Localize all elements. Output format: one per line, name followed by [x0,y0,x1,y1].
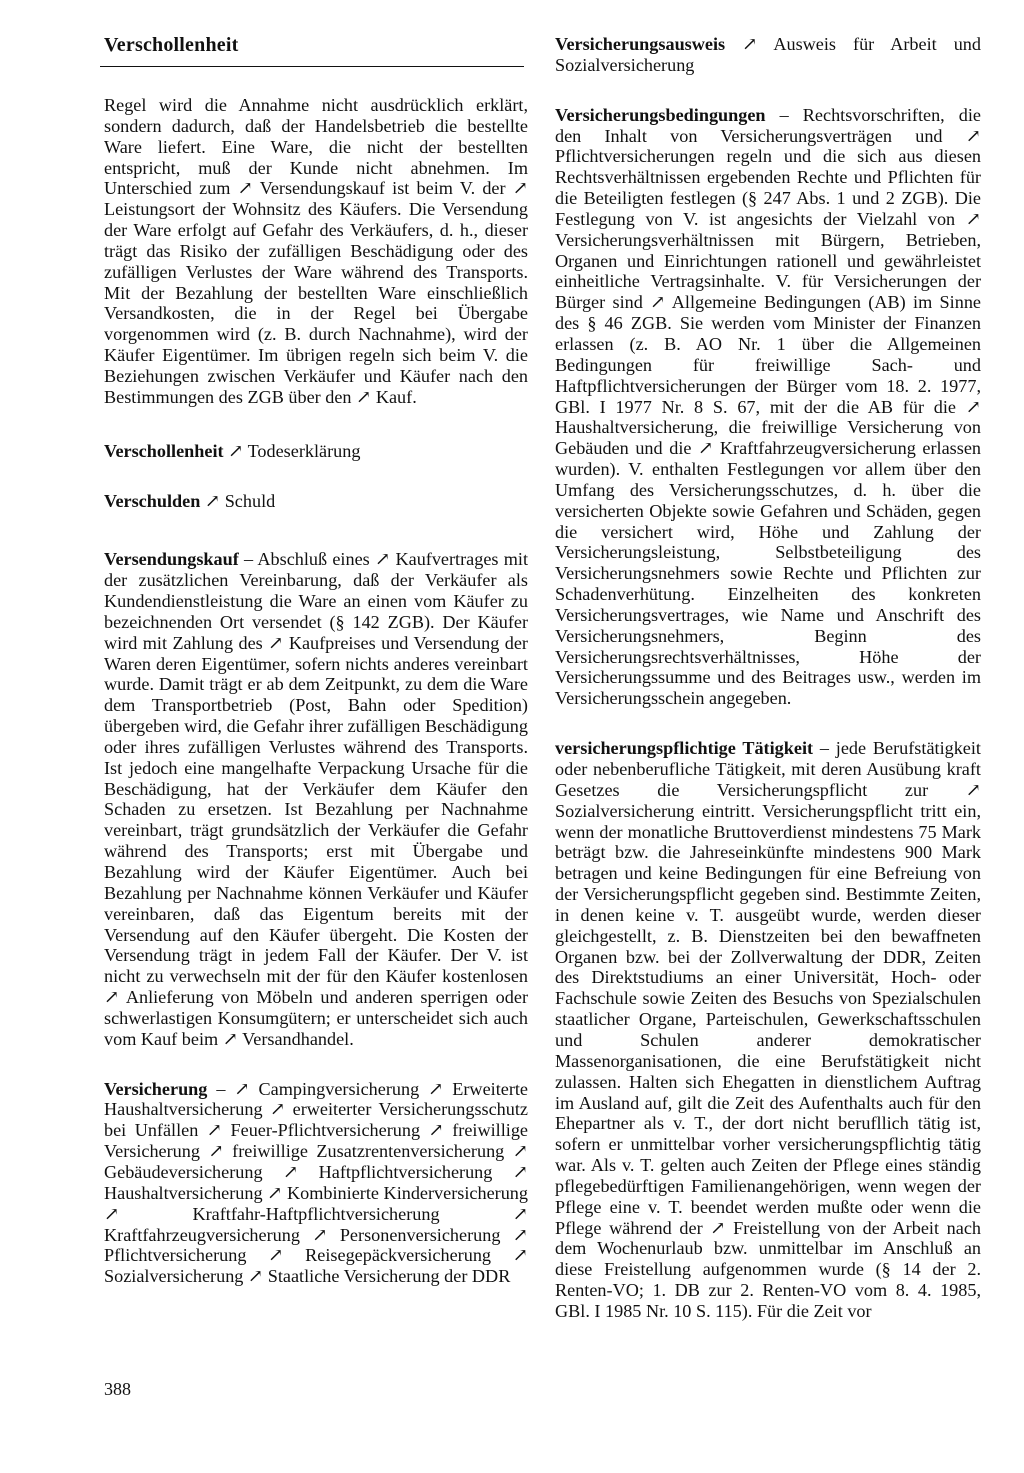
entry-versicherung [104,1079,528,1287]
entry-headword: Verschollenheit [104,440,224,461]
entry-text: – Rechtsvorschriften, die den Inhalt von Versicherungsverträgen und ↗ Pflichtversicherungen regeln und die sich aus diesen Rechtsverhältnissen ergebenden Rechte und Pflichten für die Beteiligten festlegen (§ 247 Abs. 1 und 2 ZGB). Die Festlegung von V. ist angesichts der Vielzahl von ↗ Versicherungsverhältnissen mit Bürgern, Betrieben, Organen und Einrichtungen rationell und gewährleistet einheitliche Vertragsinhalte. V. für Versicherungen der Bürger sind ↗ Allgemeine Bedingungen (AB) im Sinne des § 46 ZGB. Sie werden vom Minister der Finanzen erlassen (z. B. AO Nr. 1 über die Allgemeinen Bedingungen für freiwillige Sach- und Haftpflichtversicherungen der Bürger vom 18. 2. 1977, GBl. I 1977 Nr. 8 S. 67, mit der die AB für die ↗ Haushaltversicherung, die freiwillige Versicherung von Gebäuden und die ↗ Kraftfahrzeugversicherung erlassen wurden). V. enthalten Festlegungen vor allem über den Umfang des Versicherungsschutzes, d. h. über die versicherten Objekte sowie Gefahren und Schäden, gegen die versichert wird, Höhe und Zahlung der Versicherungsleistung, Selbstbeteiligung des Versicherungsnehmers sowie Rechte und Pflichten zur Schadenverhütung. Einzelheiten des konkreten Versicherungsvertrages, wie Name und Anschrift des Versicherungsnehmers, Beginn des Versicherungsrechtsverhältnisses, Höhe der Versicherungssumme und des Beitrages usw., werden im Versicherungsschein angegeben. [555,104,981,709]
entry-text: Regel wird die Annahme nicht ausdrücklich erklärt, sondern dadurch, daß der Handelsbetrieb die bestellte Ware liefert. Eine Ware, die nicht der bestellten entspricht, muß der Kunde nicht abnehmen. Im Unterschied zum ↗ Versendungskauf ist beim V. der ↗ Leistungsort der Wohnsitz des Käufers. Die Versendung der Ware erfolgt auf Gefahr des Verkäufers, d. h., dieser trägt das Risiko der zufälligen Beschädigung oder des zufälligen Verlustes der Ware während des Transports. Mit der Bezahlung der bestellten Ware einschließlich Versandkosten, die in der Regel bei Übergabe vorgenommen wird (z. B. durch Nachnahme), wird der Käufer Eigentümer. Im übrigen regeln sich beim V. die Beziehungen zwischen Verkäufer und Käufer nach den Bestimmungen des ZGB über den ↗ Kauf. [104,95,528,407]
entry-text: – Abschluß eines ↗ Kaufvertrages mit der zusätzlichen Vereinbarung, daß der Verkäufer als Kundendienstleistung die Ware an einen vom Käufer zu bezeichnenden Ort versendet (§ 142 ZGB). Der Käufer wird mit Zahlung des ↗ Kaufpreises und Versendung der Waren deren Eigentümer, sofern nichts anderes vereinbart wurde. Damit trägt er ab dem Zeitpunkt, zu dem die Ware dem Transportbetrieb (Post, Bahn oder Spedition) übergeben wird, die Gefahr ihrer zufälligen Beschädigung oder ihres zufälligen Verlustes während des Transports. Ist jedoch eine mangelhafte Verpackung Ursache für die Beschädigung, hat der Verkäufer dem Käufer den Schaden zu ersetzen. Ist Bezahlung per Nachnahme vereinbart, trägt grundsätzlich der Verkäufer die Gefahr während des Transports; erst mit Übergabe und Bezahlung wird der Käufer Eigentümer. Auch bei Bezahlung per Nachnahme können Verkäufer und Käufer vereinbaren, daß das Eigentum bereits mit der Versendung auf den Käufer übergeht. Die Kosten der Versendung trägt in jedem Fall der Käufer. Der V. ist nicht zu verwechseln mit der für den Käufer kostenlosen ↗ Anlieferung von Möbeln und anderen sperrigen oder schwerlastigen Konsumgütern; er unterscheidet sich auch vom Kauf beim ↗ Versandhandel. [104,549,528,1049]
entry-headword: Versicherung [104,1078,208,1099]
entry-spacer [104,408,528,441]
entry-spacer [104,511,528,549]
left-column [104,95,528,1287]
entry-spacer [104,462,528,491]
entry-text: ↗ Ausweis für Arbeit und Sozialversicherung [555,34,981,75]
entry-headword: versicherungspflichtige Tätigkeit [555,738,814,759]
header-rule [100,66,524,67]
entry-headword: Verschulden [104,490,201,511]
entry-text: ↗ Todeserklärung [223,440,361,461]
entry-text: ↗ Schuld [200,490,276,511]
entry-spacer [104,1050,528,1079]
entry-continuation [104,95,528,408]
entry-spacer [555,709,981,738]
entry-versicherungsbedingungen [555,105,981,709]
entry-spacer [555,76,981,105]
entry-verschollenheit [104,441,528,462]
running-head: Verschollenheit [104,34,239,56]
entry-versendungskauf [104,549,528,1049]
page-number: 388 [104,1379,131,1399]
entry-versicherungsausweis [555,34,981,76]
right-column [555,34,981,1322]
entry-versicherungspflichtige-taetigkeit [555,738,981,1322]
entry-text: – jede Berufstätigkeit oder nebenberufliche Tätigkeit, mit deren Ausübung kraft Gesetzes die Versicherungspflicht zur ↗ Sozialversicherung eintritt. Versicherungspflicht tritt ein, wenn der monatliche Bruttoverdienst mindestens 75 Mark beträgt bzw. die Jahreseinkünfte mindestens 900 Mark betragen und keine Bedingungen für eine Befreiung von der Versicherungspflicht gegeben sind. Bestimmte Zeiten, in denen keine v. T. ausgeübt wurde, werden dieser gleichgestellt, z. B. Dienstzeiten bei den bewaffneten Organen bzw. bei der Zollverwaltung der DDR, Zeiten des Direktstudiums an einer Universität, Hoch- oder Fachschule sowie Zeiten des Besuchs von Spezialschulen staatlicher Organe, Parteischulen, Gewerkschaftsschulen und Schulen anderer demokratischer Massenorganisationen, die eine Berufstätigkeit nicht zulassen. Halten sich Ehegatten in dienstlichem Auftrag im Ausland auf, gilt die Zeit des Aufenthalts auch für den Ehepartner als v. T., der dort nicht berufllich tätig ist, sofern er unmittelbar vorher versicherungspflichtig tätig war. Als v. T. gelten auch Zeiten der Pflege eines ständig pflegebedürftigen Familienangehörigen, wenn wegen der Pflege eine v. T. beendet werden mußte oder wenn die Pflege während der ↗ Freistellung von der Arbeit nach dem Wochenurlaub bzw. unmittelbar im Anschluß an diese Freistellung aufgenommen wurde (§ 14 der 2. Renten-VO; 1. DB zur 2. Renten-VO vom 8. 4. 1985, GBl. I 1985 Nr. 10 S. 115). Für die Zeit vor [555,738,981,1321]
entry-headword: Versicherungsbedingungen [555,104,766,125]
entry-text: – ↗ Campingversicherung ↗ Erweiterte Haushaltversicherung ↗ erweiterter Versicherungsschutz bei Unfällen ↗ Feuer-Pflichtversicherung ↗ freiwillige Versicherung ↗ freiwillige Zusatzrentenversicherung ↗ Gebäudeversicherung ↗ Haftpflichtversicherung ↗ Haushaltversicherung ↗ Kombinierte Kinderversicherung ↗ Kraftfahr-Haftpflichtversicherung ↗ Kraftfahrzeugversicherung ↗ Personenversicherung ↗ Pflichtversicherung ↗ Reisegepäckversicherung ↗ Sozialversicherung ↗ Staatliche Versicherung der DDR [104,1078,528,1287]
entry-headword: Versendungskauf [104,549,239,570]
entry-verschulden [104,491,528,512]
entry-headword: Versicherungsausweis [555,34,726,54]
